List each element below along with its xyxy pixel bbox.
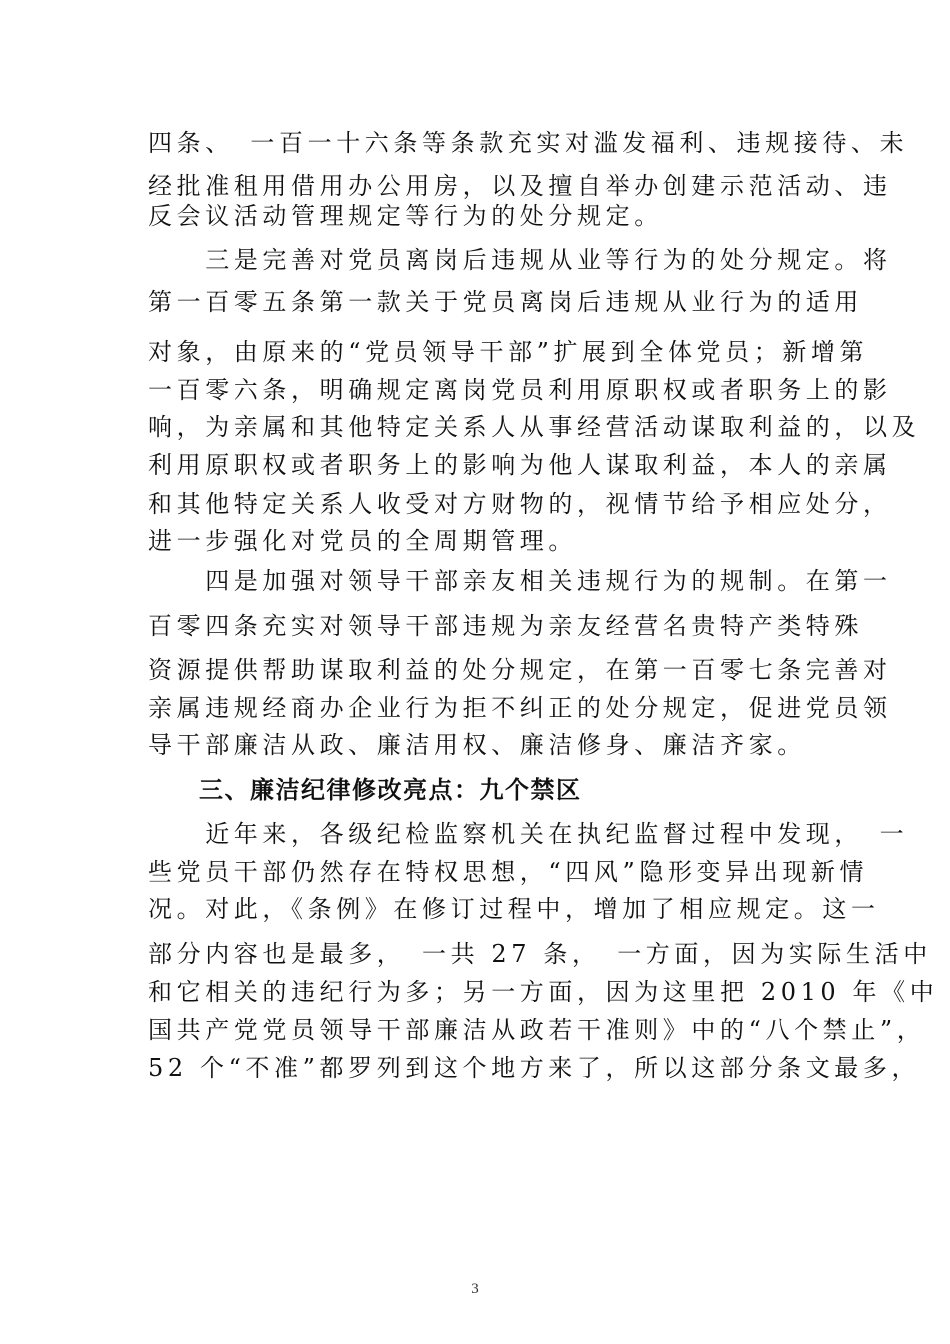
- text-line: 部分内容也是最多， 一共 27 条， 一方面，因为实际生活中: [148, 940, 932, 968]
- page-number: 3: [471, 1281, 479, 1297]
- text-line: 利用原职权或者职务上的影响为他人谋取利益，本人的亲属: [148, 451, 892, 479]
- text-line: 三是完善对党员离岗后违规从业等行为的处分规定。将: [148, 246, 892, 274]
- text-line: 亲属违规经商办企业行为拒不纠正的处分规定，促进党员领: [148, 694, 892, 722]
- text-line: 资源提供帮助谋取利益的处分规定，在第一百零七条完善对: [148, 656, 892, 684]
- text-line: 四是加强对领导干部亲友相关违规行为的规制。在第一: [148, 567, 892, 595]
- text-line: 和它相关的违纪行为多；另一方面，因为这里把 2010 年《中: [148, 978, 939, 1006]
- text-line: 四条、 一百一十六条等条款充实对滥发福利、违规接待、未: [148, 129, 909, 157]
- text-line: 和其他特定关系人收受对方财物的，视情节给予相应处分，: [148, 490, 892, 518]
- text-line: 近年来，各级纪检监察机关在执纪监督过程中发现， 一: [148, 820, 909, 848]
- text-line: 反会议活动管理规定等行为的处分规定。: [148, 202, 663, 230]
- text-line: 导干部廉洁从政、廉洁用权、廉洁修身、廉洁齐家。: [148, 731, 806, 759]
- text-line: 响，为亲属和其他特定关系人从事经营活动谋取利益的，以及: [148, 413, 921, 441]
- text-line: 国共产党党员领导干部廉洁从政若干准则》中的“八个禁止”，: [148, 1016, 926, 1044]
- text-line: 52 个“不准”都罗列到这个地方来了，所以这部分条文最多，: [148, 1054, 921, 1082]
- text-line: 第一百零五条第一款关于党员离岗后违规从业行为的适用: [148, 288, 863, 316]
- text-line: 况。对此，《条例》在修订过程中，增加了相应规定。这一: [148, 895, 880, 923]
- text-line: 百零四条充实对领导干部违规为亲友经营名贵特产类特殊: [148, 612, 863, 640]
- text-line: 进一步强化对党员的全周期管理。: [148, 527, 577, 555]
- text-line: 些党员干部仍然存在特权思想，“四风”隐形变异出现新情: [148, 858, 869, 886]
- text-line: 经批准租用借用办公用房，以及擅自举办创建示范活动、违: [148, 172, 892, 200]
- text-line: 一百零六条，明确规定离岗党员利用原职权或者职务上的影: [148, 376, 892, 404]
- text-line: 对象，由原来的“党员领导干部”扩展到全体党员；新增第: [148, 338, 869, 366]
- section-heading: 三、廉洁纪律修改亮点：九个禁区: [148, 776, 582, 804]
